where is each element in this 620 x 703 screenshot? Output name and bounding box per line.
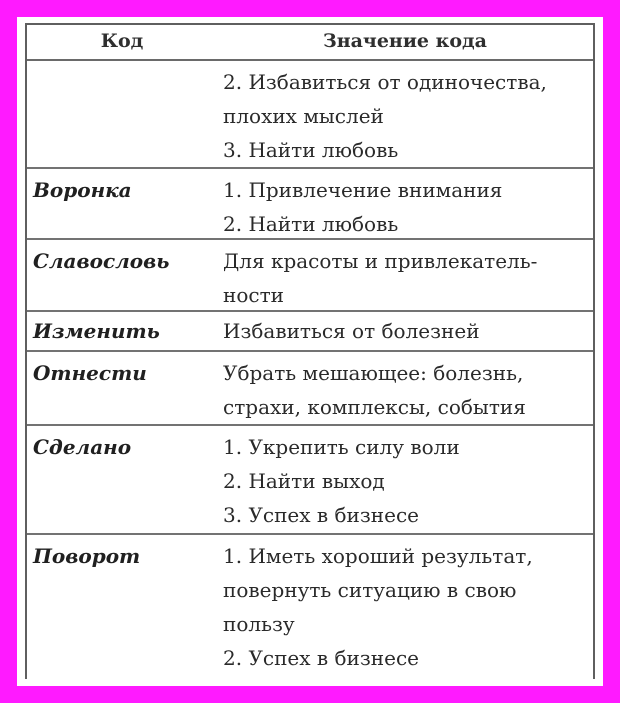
row-meaning [223, 173, 587, 241]
meaning-line: 1. Укрепить силу воли [223, 435, 460, 459]
row-code: Славословь [33, 249, 170, 273]
meaning-line: Избавиться от болезней [223, 319, 480, 343]
meaning-line: 2. Избавиться от одиночества, [223, 70, 547, 94]
meaning-line: 1. Привлечение внимания [223, 178, 503, 202]
row-meaning [223, 539, 587, 675]
meaning-line: ности [223, 283, 284, 307]
row-code: Поворот [33, 544, 141, 568]
table-row [27, 312, 593, 352]
meaning-line: плохих мыслей [223, 104, 384, 128]
row-code: Сделано [33, 435, 132, 459]
row-code: Изменить [33, 319, 160, 343]
table-row [27, 535, 593, 681]
table-row [27, 240, 593, 312]
table-header [27, 25, 593, 61]
table-row [27, 169, 593, 240]
row-code: Воронка [33, 178, 132, 202]
table-row [27, 352, 593, 426]
meaning-line: страхи, комплексы, события [223, 395, 526, 419]
row-meaning [223, 65, 587, 167]
meaning-line: 1. Иметь хороший результат, [223, 544, 533, 568]
header-code: Код [100, 30, 144, 52]
meaning-line: повернуть ситуацию в свою [223, 578, 517, 602]
meaning-line: Убрать мешающее: болезнь, [223, 361, 524, 385]
meaning-line: пользу [223, 612, 295, 636]
header-meaning: Значение кода [323, 30, 487, 52]
meaning-line: 3. Успех в бизнесе [223, 503, 419, 527]
row-code: Отнести [33, 361, 147, 385]
table-row [27, 426, 593, 535]
meaning-line: Для красоты и привлекатель- [223, 249, 538, 273]
table-row [27, 61, 593, 169]
meaning-line: 3. Найти любовь [223, 138, 399, 162]
meaning-line: 2. Найти любовь [223, 212, 399, 236]
meaning-line: 2. Найти выход [223, 469, 385, 493]
row-meaning [223, 314, 587, 348]
row-meaning [223, 244, 587, 312]
row-meaning [223, 356, 587, 424]
page-frame [17, 17, 603, 686]
row-meaning [223, 430, 587, 532]
meaning-line: 2. Успех в бизнесе [223, 646, 419, 670]
code-table [25, 23, 595, 679]
